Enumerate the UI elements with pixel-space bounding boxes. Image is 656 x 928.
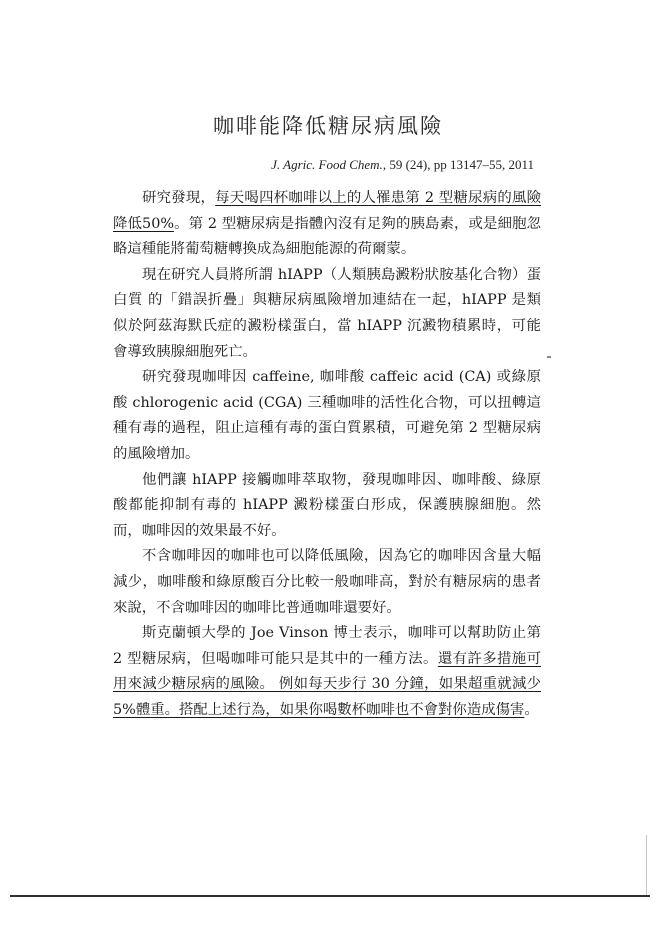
citation [271,157,534,173]
paragraph-text: 。第 2 型糖尿病是指體內沒有足夠的胰島素，或是細胞忽略這種能將葡萄糖轉換成為細胞能源的荷爾蒙。 [113,215,541,258]
article-body [113,186,541,723]
paragraph [113,621,541,723]
paragraph-text: 。 [524,701,539,718]
paragraph-text: 斯克蘭頓大學的 Joe Vinson 博士表示，咖啡可以幫助防止第 2 型糖尿病，但喝咖啡可能只是其中的一種方法。 [113,625,541,667]
citation-journal: J. Agric. Food Chem. [271,157,383,172]
paragraph-text: 他們讓 hIAPP 接觸咖啡萃取物，發現咖啡因、咖啡酸、綠原酸都能抑制有毒的 hIAPP 澱粉樣蛋白形成，保護胰腺細胞。然而，咖啡因的效果最不好。 [113,471,541,539]
scan-margin-mark [646,835,647,895]
paragraph-text: 不含咖啡因的咖啡也可以降低風險，因為它的咖啡因含量大幅減少，咖啡酸和綠原酸百分比較一般咖啡高，對於有糖尿病的患者來說，不含咖啡因的咖啡比普通咖啡還要好。 [113,548,541,616]
paragraph [113,186,541,263]
paragraph-text: 研究發現咖啡因 caffeine, 咖啡酸 caffeic acid (CA) 或綠原酸 chlorogenic acid (CGA) 三種咖啡的活性化合物，可以扭轉這種有毒的過程，阻止這種有毒的蛋白質累積，可避免第 2 型糖尿病的風險增加。 [113,369,541,462]
citation-details: , 59 (24), pp 13147–55, 2011 [382,157,534,172]
paragraph [113,544,541,621]
paragraph-text: 現在研究人員將所謂 hIAPP（人類胰島澱粉狀胺基化合物）蛋白質 的「錯誤折疊」與糖尿病風險增加連結在一起，hIAPP 是類似於阿茲海默氏症的澱粉樣蛋白，當 hIAPP 沉澱物積累時，可能會導致胰腺細胞死亡。 [113,266,541,360]
scan-speck [547,356,551,358]
underlined-text: 還有許多措施可用來減少糖尿病的風險。 例如每天步行 30 分鐘，如果超重就減少 5%體重。搭配上述行為，如果你喝數杯咖啡也不會對你造成傷害 [113,650,541,718]
paragraph-text: 研究發現， [142,190,216,206]
document-title: 咖啡能降低糖尿病風險 [213,114,443,138]
paragraph [113,365,541,467]
paragraph [113,263,541,365]
underlined-text: 每天喝四杯咖啡以上的人罹患第 2 型糖尿病的風險降低50% [113,190,541,232]
paragraph [113,468,541,545]
scan-bottom-edge [10,895,650,897]
